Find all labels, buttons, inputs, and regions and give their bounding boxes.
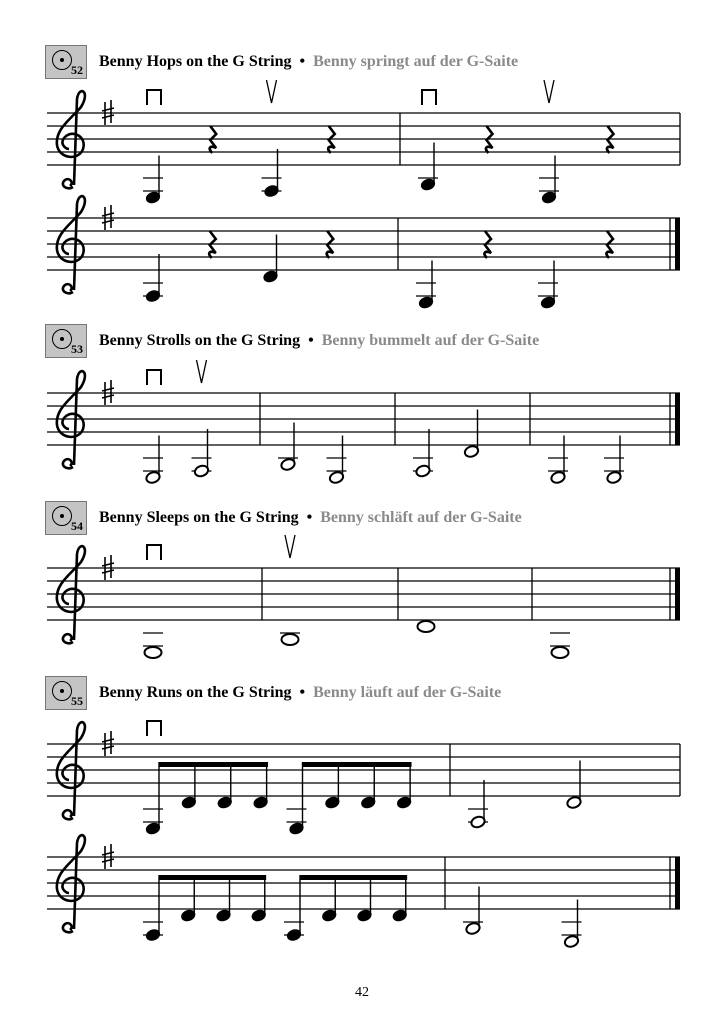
treble-clef-icon (57, 546, 85, 643)
title-german: Benny läuft auf der G-Saite (313, 684, 502, 701)
up-bow-icon (544, 80, 554, 103)
down-bow-icon (147, 90, 161, 105)
track-number: 55 (71, 694, 83, 708)
track-number: 54 (71, 519, 83, 533)
title-english: Benny Sleeps on the G String (99, 509, 299, 526)
title-german: Benny schläft auf der G-Saite (320, 509, 522, 526)
treble-clef-icon (57, 722, 85, 819)
track-number: 52 (71, 63, 83, 77)
final-barline-thick (675, 568, 680, 620)
beam (159, 762, 268, 767)
down-bow-icon (147, 545, 161, 560)
treble-clef-icon (57, 196, 85, 293)
up-bow-icon (197, 360, 207, 383)
beam (159, 875, 266, 880)
down-bow-icon (147, 370, 161, 385)
note-G3 (552, 647, 569, 658)
title-separator: • (308, 332, 314, 349)
title-english: Benny Runs on the G String (99, 684, 292, 701)
page-number: 42 (355, 985, 369, 1000)
treble-clef-icon (57, 91, 85, 188)
beam (300, 875, 407, 880)
note-B3 (282, 634, 299, 645)
up-bow-icon (267, 80, 277, 103)
title-english: Benny Strolls on the G String (99, 332, 301, 349)
down-bow-icon (147, 721, 161, 736)
treble-clef-icon (57, 835, 85, 932)
final-barline-thick (675, 218, 680, 270)
note-G3 (145, 647, 162, 658)
up-bow-icon (285, 535, 295, 558)
final-barline-thick (675, 393, 680, 445)
title-separator: • (306, 509, 313, 526)
treble-clef-icon (57, 371, 85, 468)
title-english: Benny Hops on the G String (99, 53, 292, 70)
beam (303, 762, 412, 767)
title-separator: • (299, 684, 306, 701)
title-german: Benny bummelt auf der G-Saite (321, 332, 540, 349)
title-separator: • (299, 53, 306, 70)
final-barline-thick (675, 857, 680, 909)
title-german: Benny springt auf der G-Saite (313, 53, 519, 70)
down-bow-icon (422, 90, 436, 105)
track-number: 53 (71, 342, 83, 356)
note-D4 (418, 621, 435, 632)
